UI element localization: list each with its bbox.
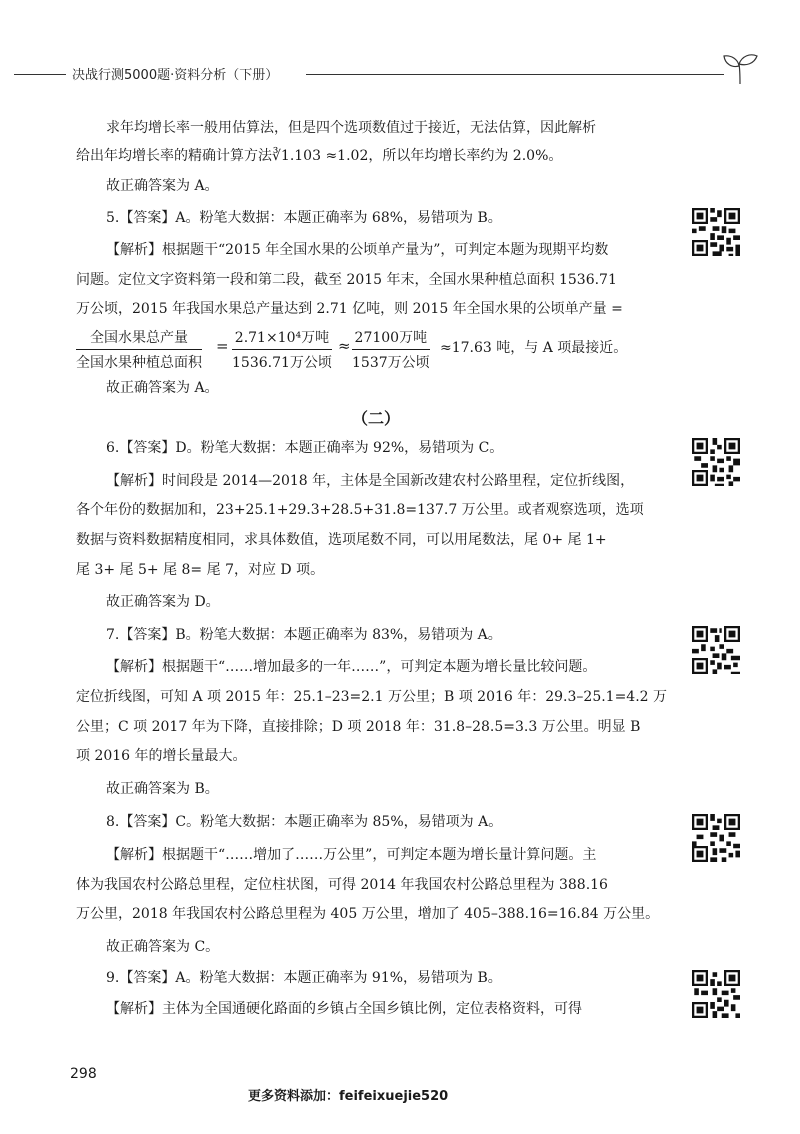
analysis-line: 数据与资料数据精度相同，求具体数值，选项尾数不同，可以用尾数法，尾 0+ 尾 1+ [76,532,607,548]
text-line: 故正确答案为 C。 [106,939,220,955]
text-line: 给出年均增长率的精确计算方法∛1.103 ≈1.02，所以年均增长率约为 2.0%。 [76,148,563,164]
analysis-line: 【解析】时间段是 2014—2018 年，主体是全国新改建农村公路里程，定位折线图， [106,473,635,489]
text-line: 求年均增长率一般用估算法，但是四个选项数值过于接近，无法估算，因此解析 [106,120,596,136]
analysis-line: 体为我国农村公路总里程，定位柱状图，可得 2014 年我国农村公路总里程为 388.16 [76,877,608,893]
fraction-1-numerator: 全国水果总产量 [76,327,202,350]
fraction-3-denominator: 1537万公顷 [352,355,430,371]
qr-code-icon[interactable] [692,970,740,1018]
footer-note: 更多资料添加：feifeixuejie520 [248,1089,449,1104]
analysis-line: 万公里，2018 年我国农村公路总里程为 405 万公里，增加了 405–388.16=16.84 万公里。 [76,906,660,922]
text-line: 故正确答案为 A。 [106,380,219,396]
fraction-2-denominator: 1536.71万公顷 [232,355,332,371]
fraction-3-numerator: 27100万吨 [352,327,430,350]
qr-code-icon[interactable] [692,208,740,256]
answer-7: 7.【答案】B。粉笔大数据：本题正确率为 83%，易错项为 A。 [106,627,502,643]
page-header [0,62,800,86]
sprout-icon [720,50,760,86]
header-title: 决战行测5000题·资料分析（下册） [72,68,279,83]
analysis-line: 公里；C 项 2017 年为下降，直接排除；D 项 2018 年：31.8–28.5=3.3 万公里。明显 B [76,719,641,735]
qr-code-icon[interactable] [692,438,740,486]
formula-result: ≈17.63 吨，与 A 项最接近。 [440,340,628,356]
analysis-line: 【解析】根据题干“……增加最多的一年……”，可判定本题为增长量比较问题。 [106,659,597,675]
fraction-1 [76,327,202,372]
qr-code-icon[interactable] [692,626,740,674]
approx-sign: ≈ [338,337,351,355]
analysis-line: 各个年份的数据加和，23+25.1+29.3+28.5+31.8=137.7 万公里。或者观察选项，选项 [76,502,644,518]
fraction-3 [352,327,430,372]
header-rule-right [306,74,724,75]
analysis-line: 【解析】主体为全国通硬化路面的乡镇占全国乡镇比例，定位表格资料，可得 [106,1001,582,1017]
analysis-line: 【解析】根据题干“2015 年全国水果的公顷单产量为”，可判定本题为现期平均数 [106,242,609,258]
analysis-line: 尾 3+ 尾 5+ 尾 8= 尾 7，对应 D 项。 [76,562,325,578]
answer-8: 8.【答案】C。粉笔大数据：本题正确率为 85%，易错项为 A。 [106,814,503,830]
answer-6: 6.【答案】D。粉笔大数据：本题正确率为 92%，易错项为 C。 [106,440,504,456]
equals-sign: = [216,337,229,355]
analysis-line: 定位折线图，可知 A 项 2015 年：25.1–23=2.1 万公里；B 项 2016 年：29.3–25.1=4.2 万 [76,689,668,705]
qr-code-icon[interactable] [692,814,740,862]
analysis-line: 万公顷，2015 年我国水果总产量达到 2.71 亿吨，则 2015 年全国水果的公顷单产量 = [76,301,623,317]
fraction-2-numerator: 2.71×10⁴万吨 [232,327,332,350]
analysis-line: 问题。定位文字资料第一段和第二段，截至 2015 年末，全国水果种植总面积 1536.71 [76,272,617,288]
page-number: 298 [70,1066,97,1082]
text-line: 故正确答案为 B。 [106,781,219,797]
fraction-2 [232,327,332,372]
section-title: （二） [352,409,401,428]
answer-5: 5.【答案】A。粉笔大数据：本题正确率为 68%，易错项为 B。 [106,210,502,226]
header-rule-left [14,74,66,75]
analysis-line: 【解析】根据题干“……增加了……万公里”，可判定本题为增长量计算问题。主 [106,847,597,863]
analysis-line: 项 2016 年的增长量最大。 [76,748,247,764]
answer-9: 9.【答案】A。粉笔大数据：本题正确率为 91%，易错项为 B。 [106,970,502,986]
text-line: 故正确答案为 D。 [106,594,220,610]
fraction-1-denominator: 全国水果种植总面积 [76,355,202,371]
text-line: 故正确答案为 A。 [106,178,219,194]
